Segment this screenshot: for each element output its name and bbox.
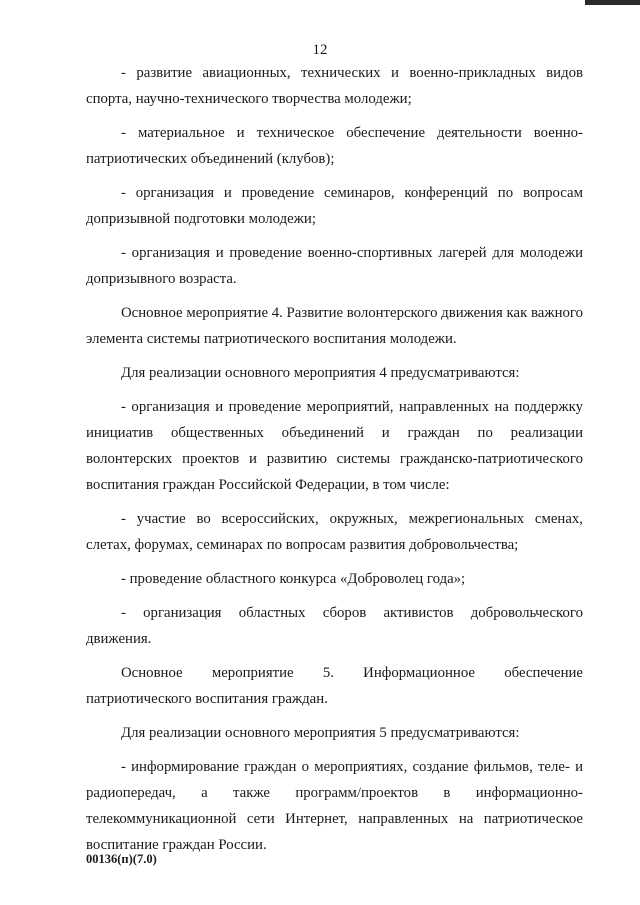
paragraph-volunteer-initiatives: - организация и проведение мероприятий, направленных на поддержку инициатив общественных объединений и граждан по реализации волонтерских проектов и развитию системы гражданско-патриотического воспитания граждан Российской Федерации, в том числе: xyxy=(86,399,583,493)
paragraph-activity-5-intro: Для реализации основного мероприятия 5 предусматриваются: xyxy=(121,725,520,741)
paragraph-material-support: - материальное и техническое обеспечение деятельности военно-патриотических объединений (клубов); xyxy=(86,125,583,167)
paragraph-seminars: - организация и проведение семинаров, конференций по вопросам допризывной подготовки молодежи; xyxy=(86,185,583,227)
document-body xyxy=(86,60,583,858)
page-number: 12 xyxy=(312,42,328,58)
paragraph-sport-camps: - организация и проведение военно-спортивных лагерей для молодежи допризывного возраста. xyxy=(86,245,583,287)
paragraph-activity-4-intro: Для реализации основного мероприятия 4 предусматриваются: xyxy=(121,365,520,381)
scan-corner-mark xyxy=(585,0,640,5)
paragraph-activist-gatherings: - организация областных сборов активистов добровольческого движения. xyxy=(86,605,583,647)
paragraph-main-activity-5: Основное мероприятие 5. Информационное обеспечение патриотического воспитания граждан. xyxy=(86,665,583,707)
paragraph-informing-citizens: - информирование граждан о мероприятиях, создание фильмов, теле- и радиопередач, а также программ/проектов в информационно-телекоммуникационной сети Интернет, направленных на патриотическое воспитание граждан России. xyxy=(86,759,583,853)
paragraph-main-activity-4: Основное мероприятие 4. Развитие волонтерского движения как важного элемента системы патриотического воспитания молодежи. xyxy=(86,305,583,347)
paragraph-volunteer-contest: - проведение областного конкурса «Доброволец года»; xyxy=(121,571,466,587)
paragraph-aviation-sports: - развитие авиационных, технических и военно-прикладных видов спорта, научно-технического творчества молодежи; xyxy=(86,65,583,107)
document-code: 00136(п)(7.0) xyxy=(86,852,157,866)
paragraph-forums-participation: - участие во всероссийских, окружных, межрегиональных сменах, слетах, форумах, семинарах по вопросам развития добровольчества; xyxy=(86,511,583,553)
